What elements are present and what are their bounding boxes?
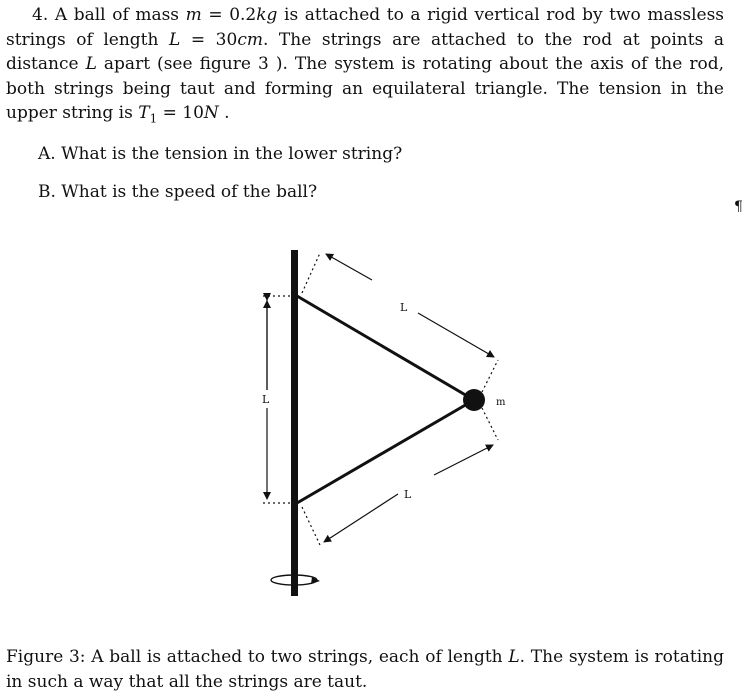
vertical-rod: [291, 250, 298, 596]
figure-caption: Figure 3: A ball is attached to two strings, each of length L. The system is rotating in such a way that all the strings are taut.: [6, 647, 724, 692]
label-L-vertical: L: [262, 393, 270, 406]
label-L-lower: L: [404, 488, 412, 501]
ball: [463, 389, 485, 411]
upper-dimension-arrow: [326, 254, 494, 357]
label-L-upper: L: [400, 301, 408, 314]
label-m: m: [496, 397, 506, 408]
upper-string: [297, 296, 474, 400]
question-a: A. What is the tension in the lower string?: [38, 144, 403, 164]
problem-number: 4.: [32, 5, 49, 25]
question-b: B. What is the speed of the ball?: [38, 182, 318, 202]
lower-string: [297, 400, 474, 503]
problem-statement: 4. A ball of mass m = 0.2kg is attached to a rigid vertical rod by two massless strings of length L = 30cm. The strings are attached to the rod at points a distance L apart (see figure 3 ). The system is rotating about the axis of the rod, both strings being taut and forming an equilateral triangle. The tension in the upper string is $T_1 = 10N$ .: [6, 5, 725, 126]
pilcrow-mark: ¶: [734, 199, 743, 215]
